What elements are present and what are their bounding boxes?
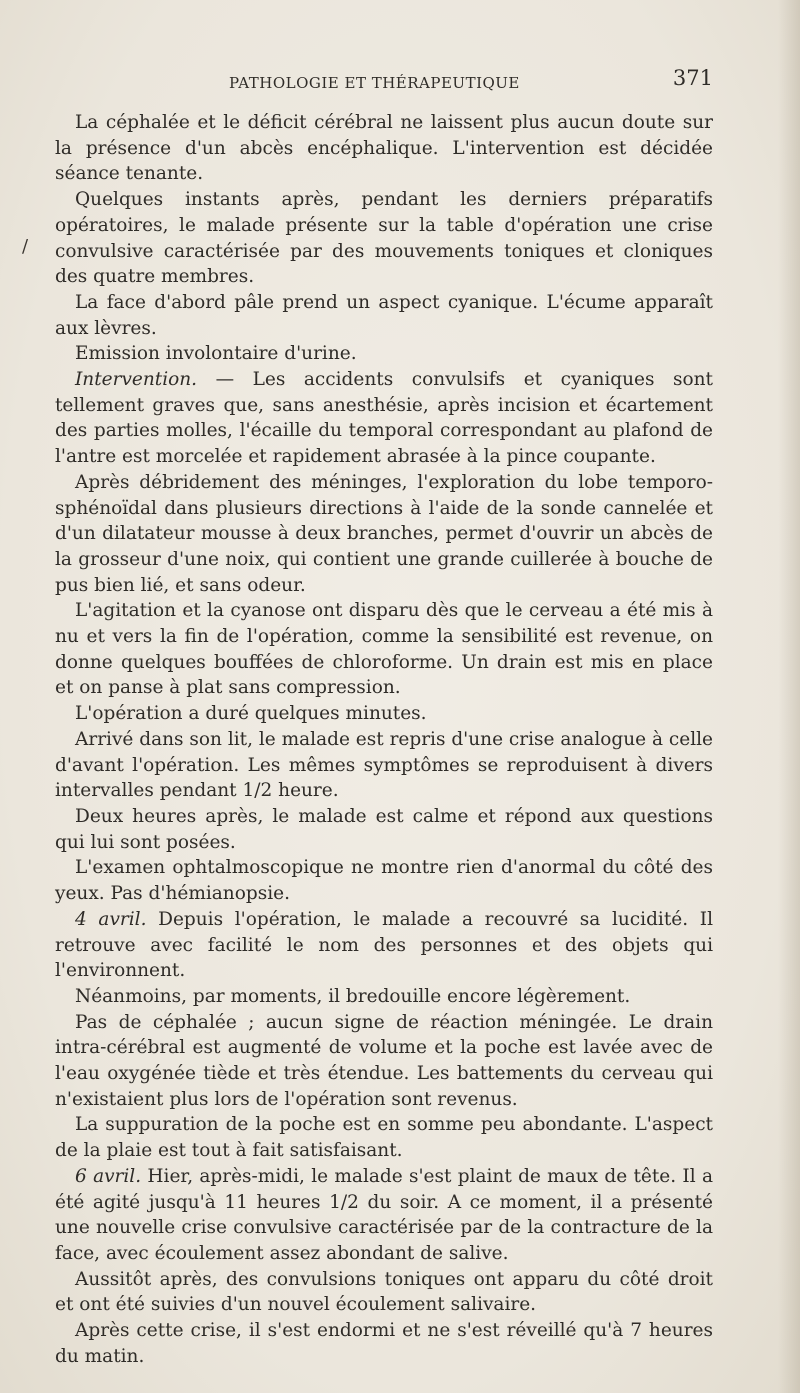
paragraph	[55, 341, 713, 367]
paragraph-text: Pas de céphalée ; aucun signe de réaction méningée. Le drain intra-cérébral est augmenté de volume et la poche est lavée avec de l'eau oxygénée tiède et très étendue. Les battements du cerveau qui n'existaient plus lors de l'opération sont revenus.	[55, 1011, 713, 1110]
page-header	[229, 66, 713, 94]
running-title: PATHOLOGIE ET THÉRAPEUTIQUE	[229, 74, 520, 92]
paragraph-lead: 6 avril.	[75, 1165, 142, 1187]
paragraph	[55, 187, 713, 290]
paragraph	[55, 701, 713, 727]
paragraph	[55, 984, 713, 1010]
paragraph-text: Après cette crise, il s'est endormi et ne s'est réveillé qu'à 7 heures du matin.	[55, 1320, 713, 1367]
paragraph	[55, 1318, 713, 1369]
paragraph-text: Emission involontaire d'urine.	[75, 343, 357, 365]
paragraph-text: Aussitôt après, des convulsions toniques ont apparu du côté droit et ont été suivies d'un nouvel écoulement salivaire.	[55, 1268, 713, 1316]
paragraph	[55, 1164, 713, 1267]
paragraph	[55, 727, 713, 804]
paragraph	[55, 290, 713, 341]
paragraph	[55, 907, 713, 984]
paragraph	[55, 1010, 713, 1113]
paragraph-text: Deux heures après, le malade est calme et répond aux questions qui lui sont posées.	[55, 805, 713, 853]
page-number: 371	[672, 66, 713, 90]
paragraph	[55, 804, 713, 855]
paragraph-text: L'opération a duré quelques minutes.	[75, 703, 427, 725]
paragraph	[55, 470, 713, 599]
paragraph-lead: Intervention.	[75, 369, 198, 391]
margin-pencil-mark: /	[22, 236, 29, 257]
paragraph-text: — Les accidents convulsifs et cyaniques sont tellement graves que, sans anesthésie, après incision et écartement des parties molles, l'écaille du temporal correspondant au plafond de l'antre est morcelée et rapidement abrasée à la pince coupante.	[55, 369, 713, 468]
paragraph-text: La céphalée et le déficit cérébral ne laissent plus aucun doute sur la présence d'un abcès encéphalique. L'intervention est décidée séance tenante.	[55, 112, 713, 185]
body-text	[55, 110, 713, 1369]
paragraph-text: Depuis l'opération, le malade a recouvré sa lucidité. Il retrouve avec facilité le nom des personnes et des objets qui l'environnent.	[55, 908, 713, 982]
paragraph	[55, 855, 713, 906]
paragraph-text: L'examen ophtalmoscopique ne montre rien d'anormal du côté des yeux. Pas d'hémianopsie.	[55, 857, 713, 905]
paragraph-text: La suppuration de la poche est en somme peu abondante. L'aspect de la plaie est tout à fait satisfaisant.	[55, 1114, 713, 1162]
paragraph-text: Après débridement des méninges, l'exploration du lobe temporo-sphénoïdal dans plusieurs directions à l'aide de la sonde cannelée et d'un dilatateur mousse à deux branches, permet d'ouvrir un abcès de la grosseur d'une noix, qui contient une grande cuillerée à bouche de pus bien lié, et sans odeur.	[55, 471, 713, 596]
paragraph-text: La face d'abord pâle prend un aspect cyanique. L'écume apparaît aux lèvres.	[55, 291, 713, 339]
paragraph-text: L'agitation et la cyanose ont disparu dès que le cerveau a été mis à nu et vers la fin de l'opération, comme la sensibilité est revenue, on donne quelques bouffées de chloroforme. Un drain est mis en place et on panse à plat sans compression.	[55, 600, 713, 699]
paragraph	[55, 1267, 713, 1318]
paragraph-lead: 4 avril.	[75, 908, 147, 930]
paragraph-text: Arrivé dans son lit, le malade est repris d'une crise analogue à celle d'avant l'opération. Les mêmes symptômes se reproduisent à divers intervalles pendant 1/2 heure.	[55, 728, 713, 802]
paragraph	[55, 367, 713, 470]
paragraph	[55, 1112, 713, 1163]
paragraph-text: Quelques instants après, pendant les derniers préparatifs opératoires, le malade présente sur la table d'opération une crise convulsive caractérisée par des mouvements toniques et cloniques des quatre membres.	[55, 189, 713, 288]
page-edge-shadow	[778, 0, 800, 1393]
paragraph	[55, 598, 713, 701]
paragraph-text: Néanmoins, par moments, il bredouille encore légèrement.	[75, 985, 631, 1007]
paragraph-text: Hier, après-midi, le malade s'est plaint de maux de tête. Il a été agité jusqu'à 11 heures 1/2 du soir. A ce moment, il a présenté une nouvelle crise convulsive caractérisée par de la contracture de la face, avec écoulement assez abondant de salive.	[55, 1165, 713, 1264]
paragraph	[55, 110, 713, 187]
